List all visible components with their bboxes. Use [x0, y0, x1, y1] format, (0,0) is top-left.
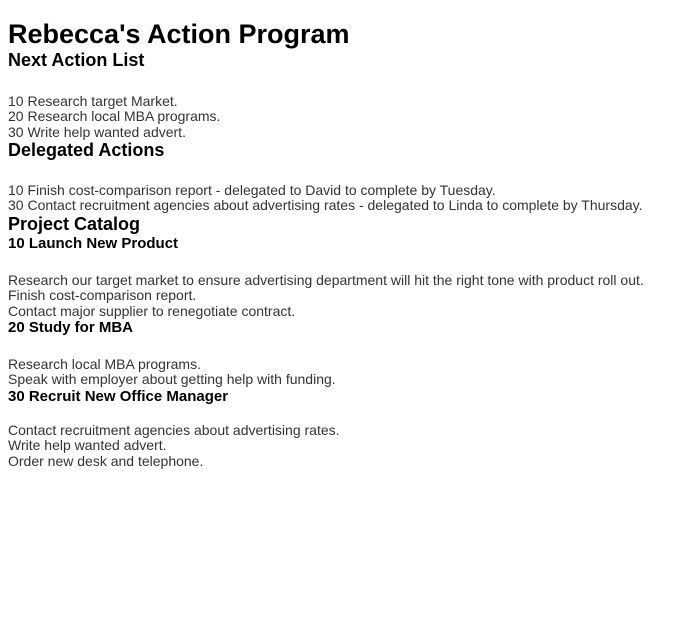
- project-line: Write help wanted advert.: [8, 437, 167, 454]
- project-line: Speak with employer about getting help with funding.: [8, 371, 336, 388]
- section-heading-project-catalog: Project Catalog: [8, 213, 141, 234]
- project-heading-recruit-new-office-manager: 30 Recruit New Office Manager: [8, 387, 229, 405]
- action-line: 10 Research target Market.: [8, 92, 178, 109]
- delegated-actions-lines: [8, 183, 692, 214]
- delegated-action-line: 30 Contact recruitment agencies about advertising rates - delegated to Linda to complete by Thursday.: [8, 197, 643, 214]
- project-heading-study-for-mba: 20 Study for MBA: [8, 319, 134, 337]
- project-launch-new-product-lines: [8, 273, 692, 320]
- action-line: 30 Write help wanted advert.: [8, 123, 186, 140]
- project-recruit-office-manager-lines: [8, 423, 692, 470]
- project-line: Finish cost-comparison report.: [8, 287, 197, 304]
- project-line: Order new desk and telephone.: [8, 452, 204, 469]
- action-program-document: [0, 19, 700, 469]
- section-heading-next-action-list: Next Action List: [8, 50, 145, 71]
- delegated-action-line: 10 Finish cost-comparison report - delegated to David to complete by Tuesday.: [8, 181, 496, 198]
- project-heading-launch-new-product: 10 Launch New Product: [8, 234, 179, 252]
- project-line: Contact major supplier to renegotiate contract.: [8, 302, 296, 319]
- project-line: Research local MBA programs.: [8, 355, 201, 372]
- project-study-for-mba-lines: [8, 357, 692, 388]
- action-line: 20 Research local MBA programs.: [8, 108, 221, 125]
- page-title: Rebecca's Action Program: [8, 19, 350, 49]
- section-heading-delegated-actions: Delegated Actions: [8, 140, 165, 161]
- project-line: Contact recruitment agencies about advertising rates.: [8, 421, 340, 438]
- project-line: Research our target market to ensure advertising department will hit the right tone with product roll out.: [8, 271, 644, 288]
- next-action-list-lines: [8, 94, 692, 141]
